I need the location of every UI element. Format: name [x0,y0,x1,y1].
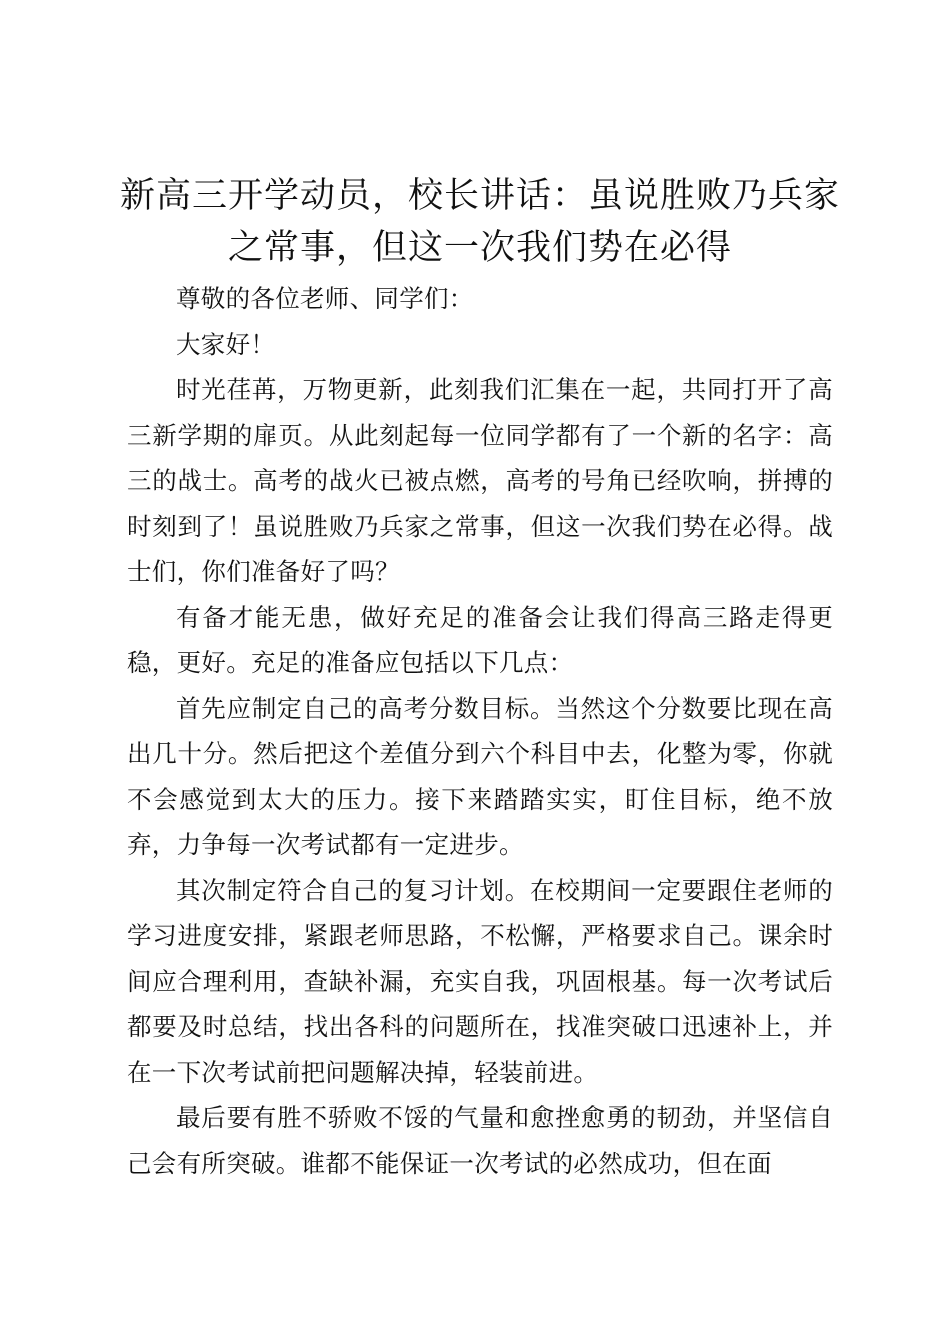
body-paragraph: 最后要有胜不骄败不馁的气量和愈挫愈勇的韧劲，并坚信自己会有所突破。谁都不能保证一次考试的必然成功，但在面 [127,1103,833,1178]
body-paragraph: 有备才能无患，做好充足的准备会让我们得高三路走得更稳，更好。充足的准备应包括以下几点： [127,602,833,677]
document-body [127,276,833,1186]
greeting: 大家好！ [176,329,276,359]
body-paragraph: 其次制定符合自己的复习计划。在校期间一定要跟住老师的学习进度安排，紧跟老师思路，不松懈，严格要求自己。课余时间应合理利用，查缺补漏，充实自我，巩固根基。每一次考试后都要及时总结，找出各科的问题所在，找准突破口迅速补上，并在一下次考试前把问题解决掉，轻装前进。 [127,875,833,1087]
salutation: 尊敬的各位老师、同学们： [176,284,474,313]
body-paragraph: 时光荏苒，万物更新，此刻我们汇集在一起，共同打开了高三新学期的扉页。从此刻起每一位同学都有了一个新的名字：高三的战士。高考的战火已被点燃，高考的号角已经吹响，拼搏的时刻到了！虽说胜败乃兵家之常事，但这一次我们势在必得。战士们，你们准备好了吗？ [127,375,833,586]
document-title: 新高三开学动员，校长讲话：虽说胜败乃兵家之常事，但这一次我们势在必得 [119,176,840,268]
body-paragraph: 首先应制定自己的高考分数目标。当然这个分数要比现在高出几十分。然后把这个差值分到六个科目中去，化整为零，你就不会感觉到太大的压力。接下来踏踏实实，盯住目标，绝不放弃，力争每一次考试都有一定进步。 [127,693,833,859]
